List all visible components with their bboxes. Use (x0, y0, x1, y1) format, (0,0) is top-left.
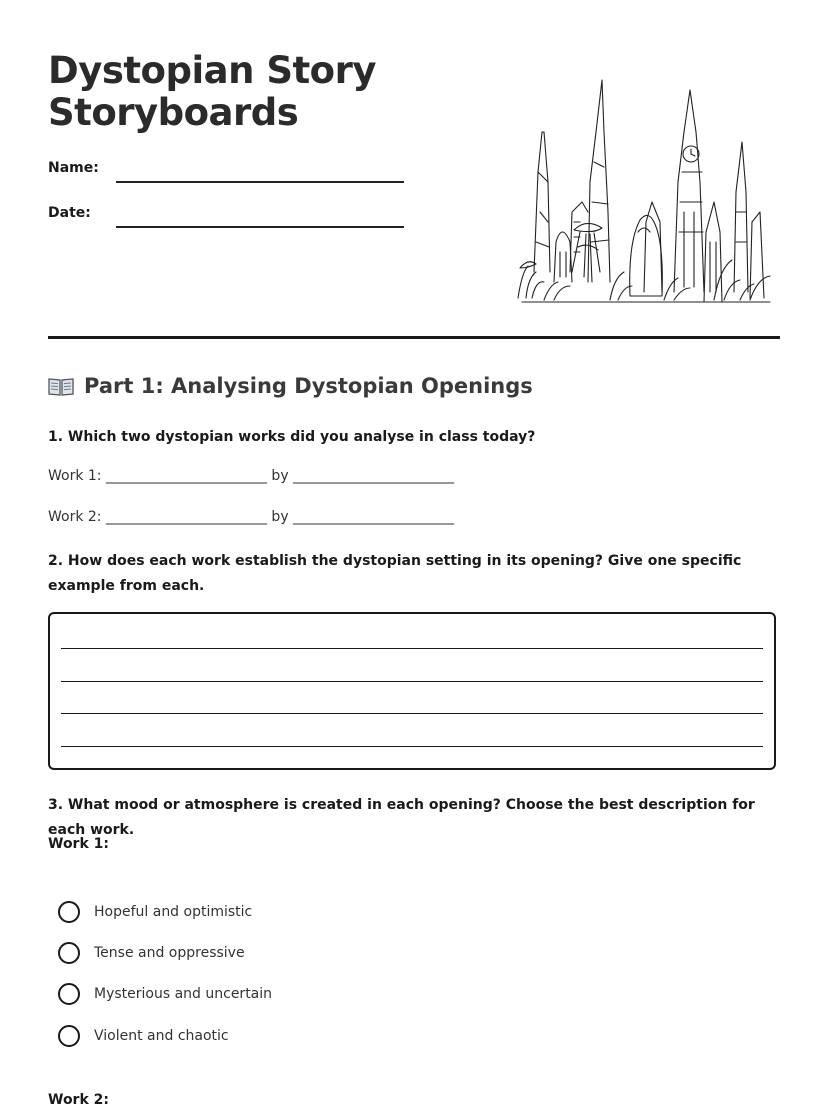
work1-label: Work 1: (48, 836, 109, 852)
answer-line (61, 713, 763, 714)
answer-line (61, 648, 763, 649)
option-mysterious[interactable] (58, 982, 272, 1006)
option-tense[interactable] (58, 941, 245, 965)
option-label: Tense and oppressive (94, 945, 245, 961)
question-1: 1. Which two dystopian works did you analyse in class today? (48, 429, 536, 445)
radio-button[interactable] (58, 942, 80, 964)
question-3: 3. What mood or atmosphere is created in each opening? Choose the best description for each work. (48, 797, 755, 838)
part1-title: Part 1: Analysing Dystopian Openings (84, 374, 533, 398)
option-violent[interactable] (58, 1024, 229, 1048)
radio-button[interactable] (58, 1025, 80, 1047)
answer-line (61, 746, 763, 747)
name-label: Name: (48, 160, 99, 176)
work2-blank-row[interactable]: Work 2: _______________________ by _______________________ (48, 509, 455, 525)
radio-button[interactable] (58, 901, 80, 923)
option-hopeful[interactable] (58, 900, 252, 924)
question-2: 2. How does each work establish the dystopian setting in its opening? Give one specific example from each. (48, 553, 742, 594)
date-field[interactable] (116, 226, 404, 228)
option-label: Violent and chaotic (94, 1028, 229, 1044)
date-label: Date: (48, 205, 91, 221)
answer-line (61, 681, 763, 682)
page-title: Dystopian Story Storyboards (48, 49, 376, 134)
name-field[interactable] (116, 181, 404, 183)
work1-blank-row[interactable]: Work 1: _______________________ by _______________________ (48, 468, 455, 484)
open-book-icon (48, 376, 74, 396)
option-label: Mysterious and uncertain (94, 986, 273, 1002)
answer-box[interactable] (48, 612, 776, 770)
part1-heading (48, 374, 533, 398)
work2-label: Work 2: (48, 1092, 109, 1108)
option-label: Hopeful and optimistic (94, 904, 253, 920)
radio-button[interactable] (58, 983, 80, 1005)
dystopian-city-illustration (514, 72, 776, 304)
section-divider (48, 336, 780, 339)
